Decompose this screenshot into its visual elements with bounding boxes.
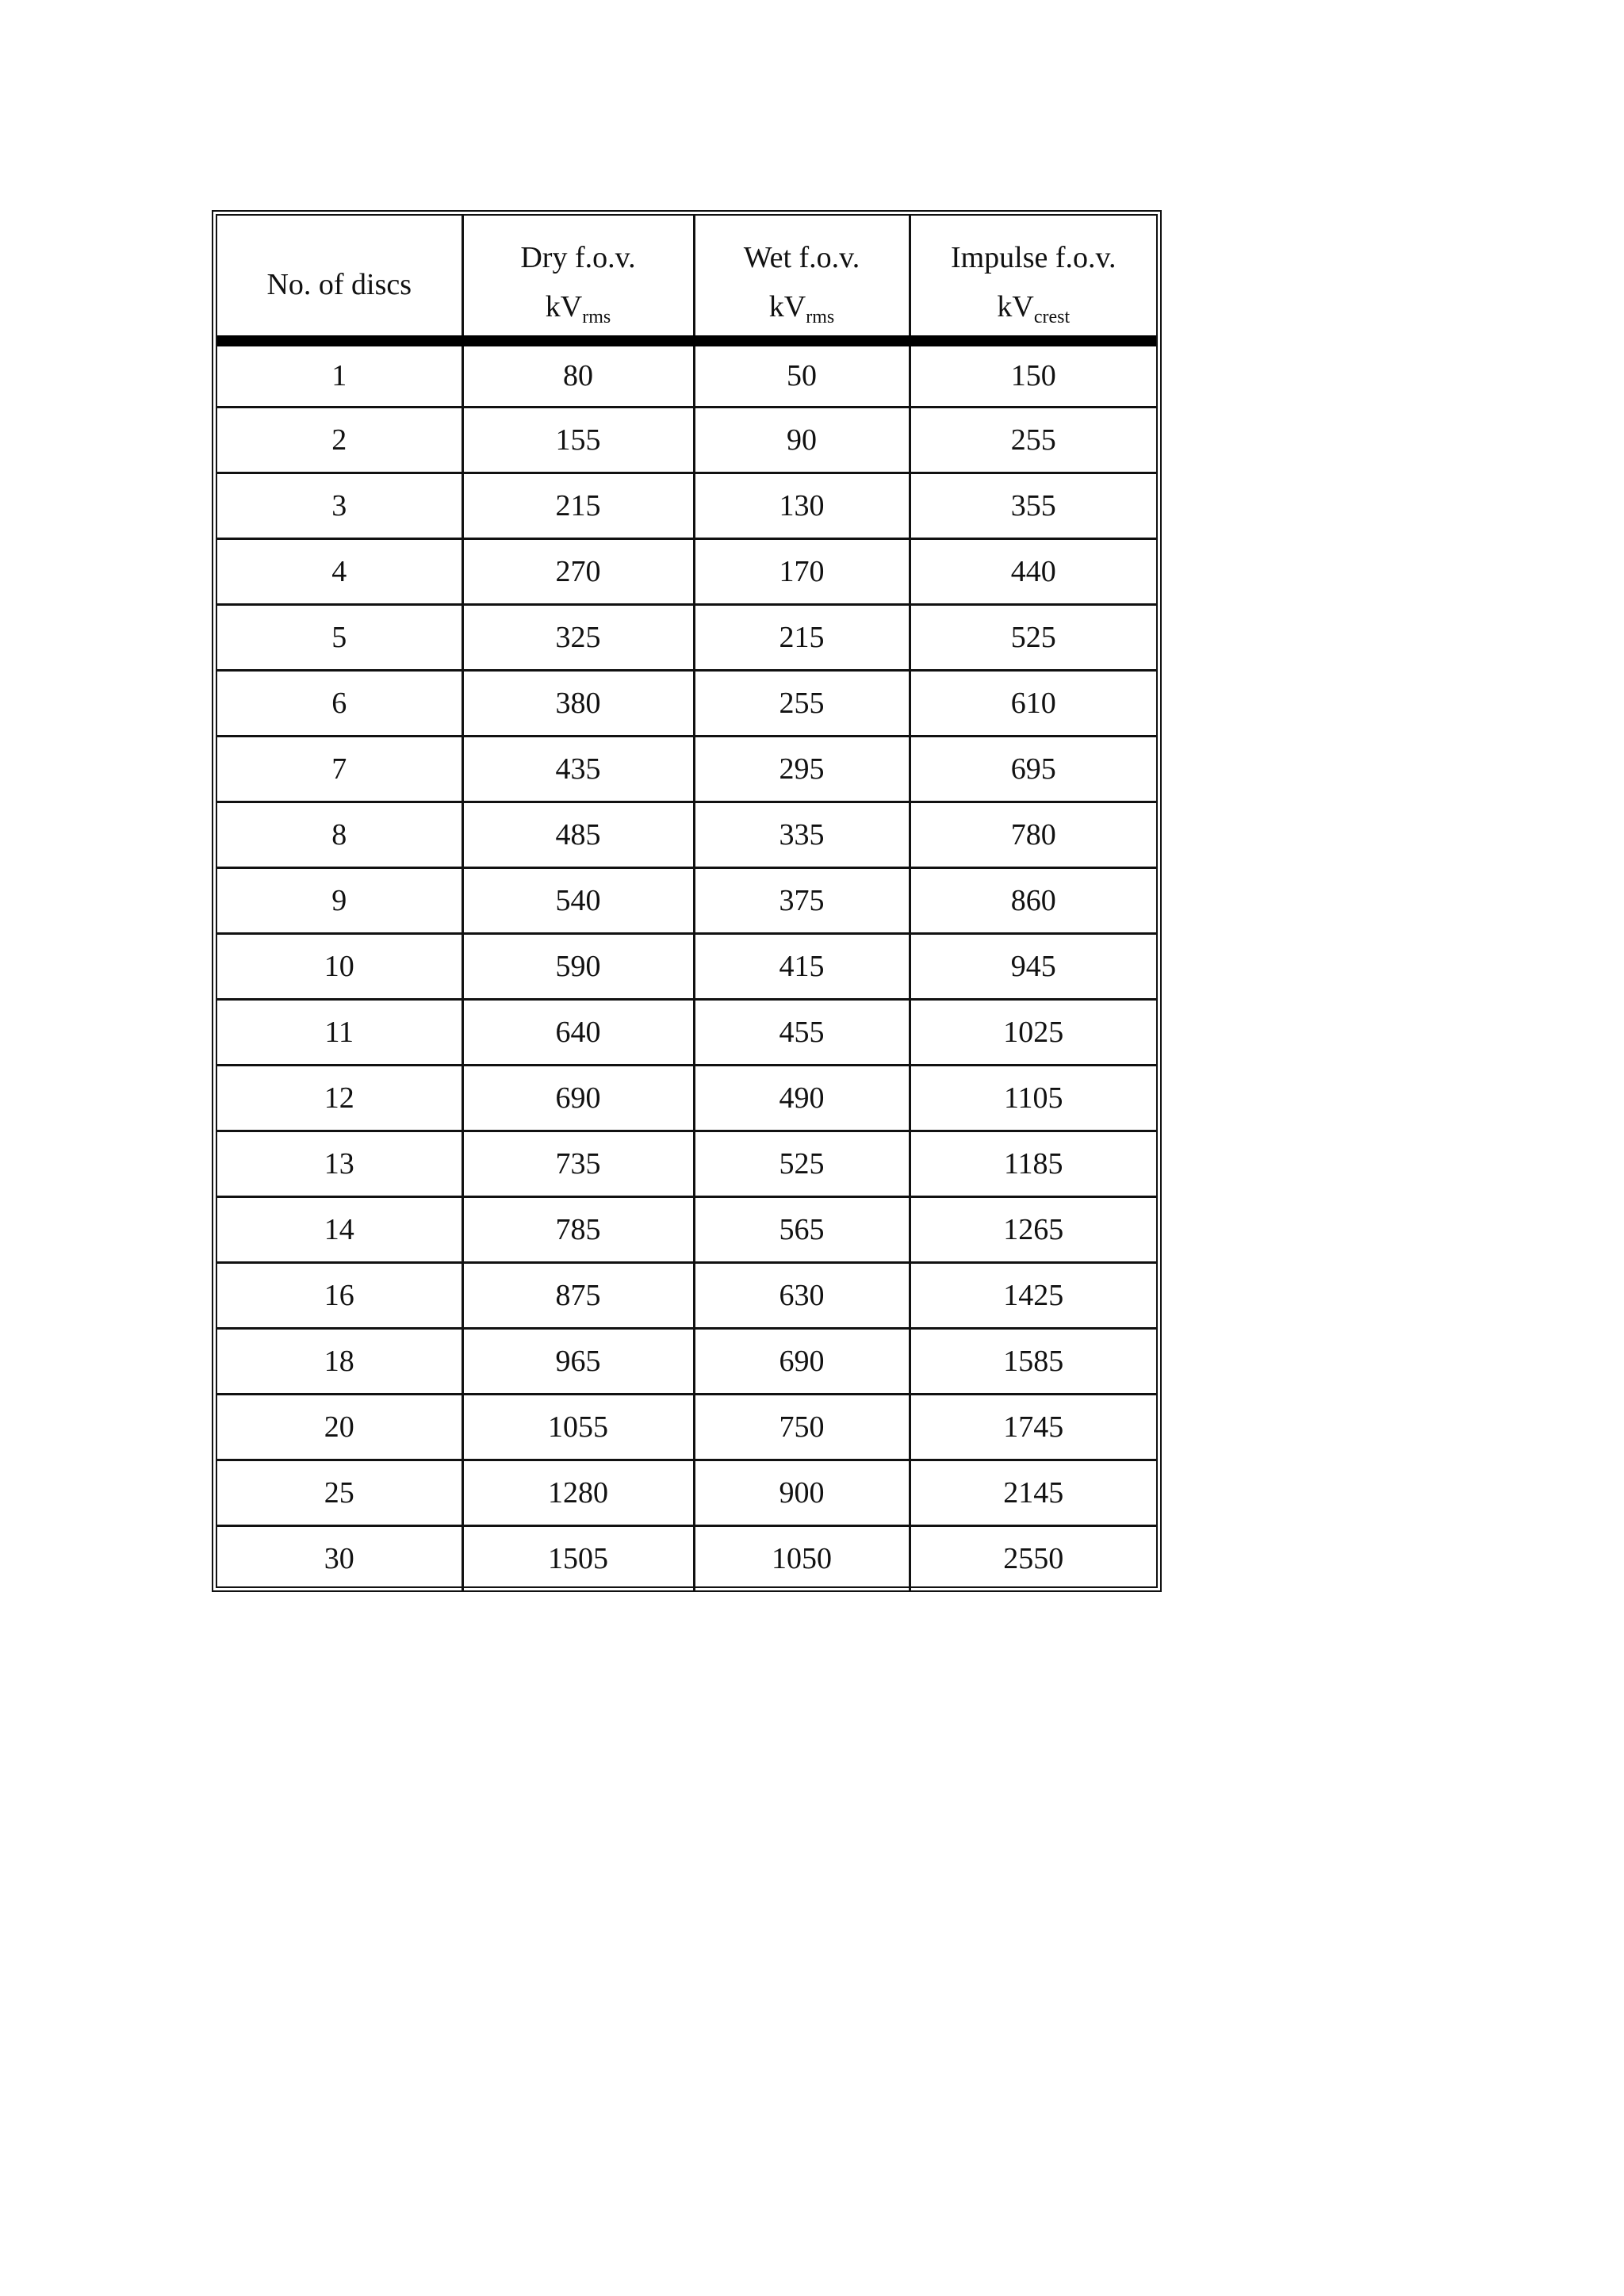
cell-dry-fov: 1505 xyxy=(462,1525,694,1591)
cell-impulse-fov: 525 xyxy=(910,604,1156,670)
cell-wet-fov: 750 xyxy=(694,1394,910,1460)
cell-no-of-discs: 11 xyxy=(217,999,462,1065)
table-row xyxy=(217,473,1156,538)
cell-no-of-discs: 5 xyxy=(217,604,462,670)
cell-no-of-discs: 14 xyxy=(217,1196,462,1262)
cell-wet-fov: 415 xyxy=(694,933,910,999)
cell-dry-fov: 485 xyxy=(462,802,694,867)
cell-no-of-discs: 9 xyxy=(217,867,462,933)
table-body xyxy=(217,341,1156,1591)
header-dry-fov xyxy=(462,216,694,341)
cell-wet-fov: 255 xyxy=(694,670,910,736)
table-row xyxy=(217,1131,1156,1196)
table-header-row xyxy=(217,216,1156,341)
cell-no-of-discs: 16 xyxy=(217,1262,462,1328)
cell-dry-fov: 435 xyxy=(462,736,694,802)
cell-impulse-fov: 610 xyxy=(910,670,1156,736)
cell-dry-fov: 690 xyxy=(462,1065,694,1131)
cell-no-of-discs: 2 xyxy=(217,407,462,473)
cell-impulse-fov: 780 xyxy=(910,802,1156,867)
cell-wet-fov: 295 xyxy=(694,736,910,802)
cell-impulse-fov: 945 xyxy=(910,933,1156,999)
cell-wet-fov: 335 xyxy=(694,802,910,867)
cell-impulse-fov: 695 xyxy=(910,736,1156,802)
table-row xyxy=(217,1065,1156,1131)
cell-wet-fov: 50 xyxy=(694,341,910,407)
table-row xyxy=(217,933,1156,999)
cell-wet-fov: 130 xyxy=(694,473,910,538)
cell-no-of-discs: 20 xyxy=(217,1394,462,1460)
header-label: Impulse f.o.v. xyxy=(950,241,1116,274)
cell-wet-fov: 630 xyxy=(694,1262,910,1328)
cell-dry-fov: 270 xyxy=(462,538,694,604)
cell-impulse-fov: 150 xyxy=(910,341,1156,407)
cell-dry-fov: 590 xyxy=(462,933,694,999)
cell-wet-fov: 690 xyxy=(694,1328,910,1394)
cell-dry-fov: 80 xyxy=(462,341,694,407)
cell-impulse-fov: 2550 xyxy=(910,1525,1156,1591)
cell-impulse-fov: 440 xyxy=(910,538,1156,604)
cell-impulse-fov: 2145 xyxy=(910,1460,1156,1525)
cell-dry-fov: 155 xyxy=(462,407,694,473)
table-row xyxy=(217,1394,1156,1460)
cell-dry-fov: 540 xyxy=(462,867,694,933)
header-label: Wet f.o.v. xyxy=(743,241,860,274)
table-row xyxy=(217,604,1156,670)
cell-no-of-discs: 30 xyxy=(217,1525,462,1591)
cell-wet-fov: 900 xyxy=(694,1460,910,1525)
table-row xyxy=(217,867,1156,933)
table-row xyxy=(217,999,1156,1065)
cell-wet-fov: 1050 xyxy=(694,1525,910,1591)
cell-wet-fov: 90 xyxy=(694,407,910,473)
cell-impulse-fov: 1105 xyxy=(910,1065,1156,1131)
header-unit: $kV_{rms}$ xyxy=(768,290,835,327)
cell-dry-fov: 965 xyxy=(462,1328,694,1394)
cell-no-of-discs: 3 xyxy=(217,473,462,538)
table-row xyxy=(217,1262,1156,1328)
header-impulse-fov xyxy=(910,216,1156,341)
cell-impulse-fov: 1025 xyxy=(910,999,1156,1065)
table-row xyxy=(217,1460,1156,1525)
cell-impulse-fov: 860 xyxy=(910,867,1156,933)
header-wet-fov xyxy=(694,216,910,341)
cell-dry-fov: 380 xyxy=(462,670,694,736)
table-row xyxy=(217,802,1156,867)
cell-wet-fov: 215 xyxy=(694,604,910,670)
cell-no-of-discs: 7 xyxy=(217,736,462,802)
cell-dry-fov: 785 xyxy=(462,1196,694,1262)
cell-dry-fov: 1055 xyxy=(462,1394,694,1460)
cell-impulse-fov: 355 xyxy=(910,473,1156,538)
flashover-voltage-table-frame xyxy=(212,210,1162,1592)
cell-impulse-fov: 255 xyxy=(910,407,1156,473)
header-unit: $kV_{crest}$ xyxy=(997,290,1071,327)
table-row xyxy=(217,407,1156,473)
cell-wet-fov: 170 xyxy=(694,538,910,604)
cell-no-of-discs: 12 xyxy=(217,1065,462,1131)
cell-dry-fov: 640 xyxy=(462,999,694,1065)
cell-dry-fov: 215 xyxy=(462,473,694,538)
table-row xyxy=(217,1196,1156,1262)
cell-impulse-fov: 1265 xyxy=(910,1196,1156,1262)
cell-wet-fov: 490 xyxy=(694,1065,910,1131)
cell-no-of-discs: 8 xyxy=(217,802,462,867)
cell-no-of-discs: 10 xyxy=(217,933,462,999)
cell-impulse-fov: 1745 xyxy=(910,1394,1156,1460)
table-row xyxy=(217,670,1156,736)
cell-no-of-discs: 18 xyxy=(217,1328,462,1394)
header-unit: $kV_{rms}$ xyxy=(545,290,611,327)
cell-wet-fov: 455 xyxy=(694,999,910,1065)
cell-dry-fov: 735 xyxy=(462,1131,694,1196)
cell-no-of-discs: 25 xyxy=(217,1460,462,1525)
cell-no-of-discs: 1 xyxy=(217,341,462,407)
cell-dry-fov: 1280 xyxy=(462,1460,694,1525)
cell-wet-fov: 525 xyxy=(694,1131,910,1196)
cell-impulse-fov: 1425 xyxy=(910,1262,1156,1328)
table-row xyxy=(217,1525,1156,1591)
cell-wet-fov: 565 xyxy=(694,1196,910,1262)
header-no-of-discs xyxy=(217,216,462,341)
cell-no-of-discs: 4 xyxy=(217,538,462,604)
cell-no-of-discs: 13 xyxy=(217,1131,462,1196)
flashover-voltage-table xyxy=(217,216,1156,1591)
cell-wet-fov: 375 xyxy=(694,867,910,933)
table-row xyxy=(217,341,1156,407)
cell-dry-fov: 325 xyxy=(462,604,694,670)
cell-impulse-fov: 1585 xyxy=(910,1328,1156,1394)
cell-no-of-discs: 6 xyxy=(217,670,462,736)
table-row xyxy=(217,1328,1156,1394)
table-row xyxy=(217,736,1156,802)
header-label: No. of discs xyxy=(266,267,412,301)
cell-dry-fov: 875 xyxy=(462,1262,694,1328)
cell-impulse-fov: 1185 xyxy=(910,1131,1156,1196)
table-row xyxy=(217,538,1156,604)
header-label: Dry f.o.v. xyxy=(520,241,636,274)
